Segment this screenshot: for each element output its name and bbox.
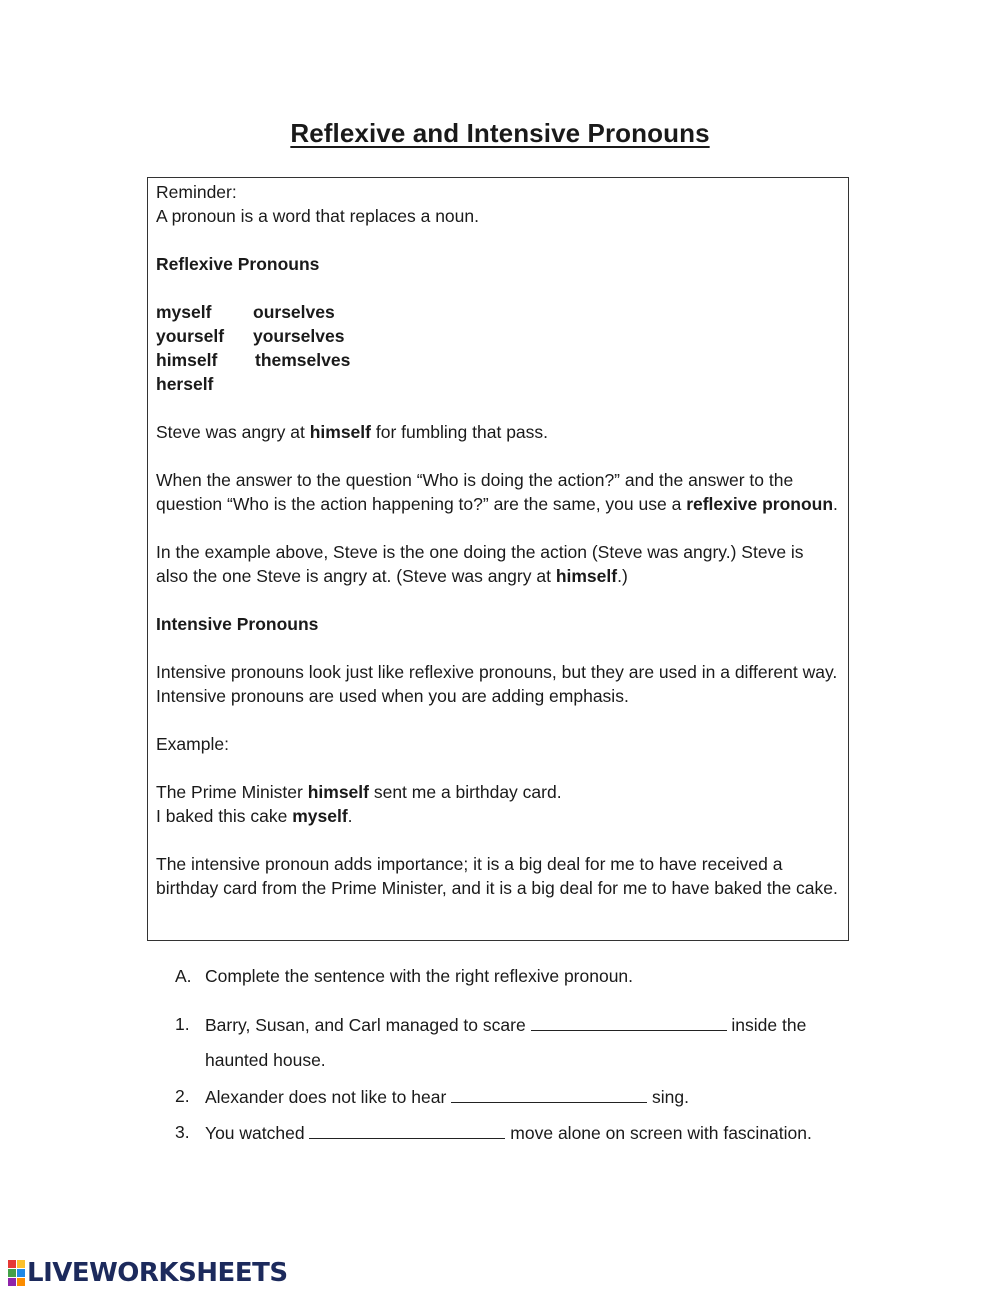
example-prime-minister: The Prime Minister himself sent me a birthday card. <box>156 782 562 802</box>
logo-square <box>17 1278 25 1286</box>
reflexive-explanation: In the example above, Steve is the one doing the action (Steve was angry.) Steve is also the one Steve is angry at. (Steve was angry at himself.) <box>156 542 804 586</box>
pronoun-singular: herself <box>156 374 214 394</box>
item-number: 3. <box>175 1122 190 1142</box>
logo-square <box>8 1260 16 1268</box>
reminder-text: A pronoun is a word that replaces a noun. <box>156 206 479 226</box>
liveworksheets-logo <box>8 1258 288 1288</box>
example-sentence-steve: Steve was angry at himself for fumbling that pass. <box>156 422 549 442</box>
pronoun-plural: ourselves <box>253 302 335 322</box>
reflexive-rule: When the answer to the question “Who is doing the action?” and the answer to the question “Who is the action happening to?” are the same, you use a reflexive pronoun. <box>156 470 838 514</box>
closing-text: The intensive pronoun adds importance; it is a big deal for me to have received a birthday card from the Prime Minister, and it is a big deal for me to have baked the cake. <box>156 854 838 898</box>
pronoun-plural: yourselves <box>253 326 345 346</box>
exercise-item: 3. You watched move alone on screen with fascination. <box>175 1122 812 1143</box>
logo-square <box>8 1278 16 1286</box>
intensive-heading: Intensive Pronouns <box>156 614 319 634</box>
answer-blank[interactable] <box>309 1120 505 1139</box>
pronoun-row <box>156 300 840 324</box>
pronoun-row <box>156 372 840 396</box>
pronoun-singular: himself <box>156 350 218 370</box>
logo-square <box>8 1269 16 1277</box>
exercise-instruction <box>175 964 845 988</box>
exercise-item: 1. Barry, Susan, and Carl managed to scare inside the <box>175 1014 807 1035</box>
pronoun-list <box>156 300 840 396</box>
item-number: 1. <box>175 1014 190 1034</box>
logo-text: LIVEWORKSHEETS <box>27 1258 288 1288</box>
exercise-item-continuation: haunted house. <box>205 1050 326 1070</box>
pronoun-singular: myself <box>156 302 212 322</box>
example-label: Example: <box>156 734 229 754</box>
reminder-label: Reminder: <box>156 182 237 202</box>
worksheet-title: Reflexive and Intensive Pronouns <box>290 118 710 148</box>
intensive-text: Intensive pronouns look just like reflexive pronouns, but they are used in a different way. Intensive pronouns are used when you are adding emphasis. <box>156 662 838 706</box>
reflexive-heading: Reflexive Pronouns <box>156 254 320 274</box>
pronoun-singular: yourself <box>156 326 225 346</box>
exercise-item: 2. Alexander does not like to hear sing. <box>175 1086 689 1107</box>
pronoun-row <box>156 348 840 372</box>
logo-icon <box>8 1260 25 1286</box>
section-text: Complete the sentence with the right reflexive pronoun. <box>205 966 634 986</box>
logo-square <box>17 1269 25 1277</box>
reminder-box <box>147 177 849 941</box>
answer-blank[interactable] <box>451 1084 647 1103</box>
item-number: 2. <box>175 1086 190 1106</box>
pronoun-row <box>156 324 840 348</box>
example-cake: I baked this cake myself. <box>156 806 353 826</box>
pronoun-plural: themselves <box>255 350 351 370</box>
answer-blank[interactable] <box>531 1012 727 1031</box>
section-label: A. <box>175 966 192 986</box>
logo-square <box>17 1260 25 1268</box>
